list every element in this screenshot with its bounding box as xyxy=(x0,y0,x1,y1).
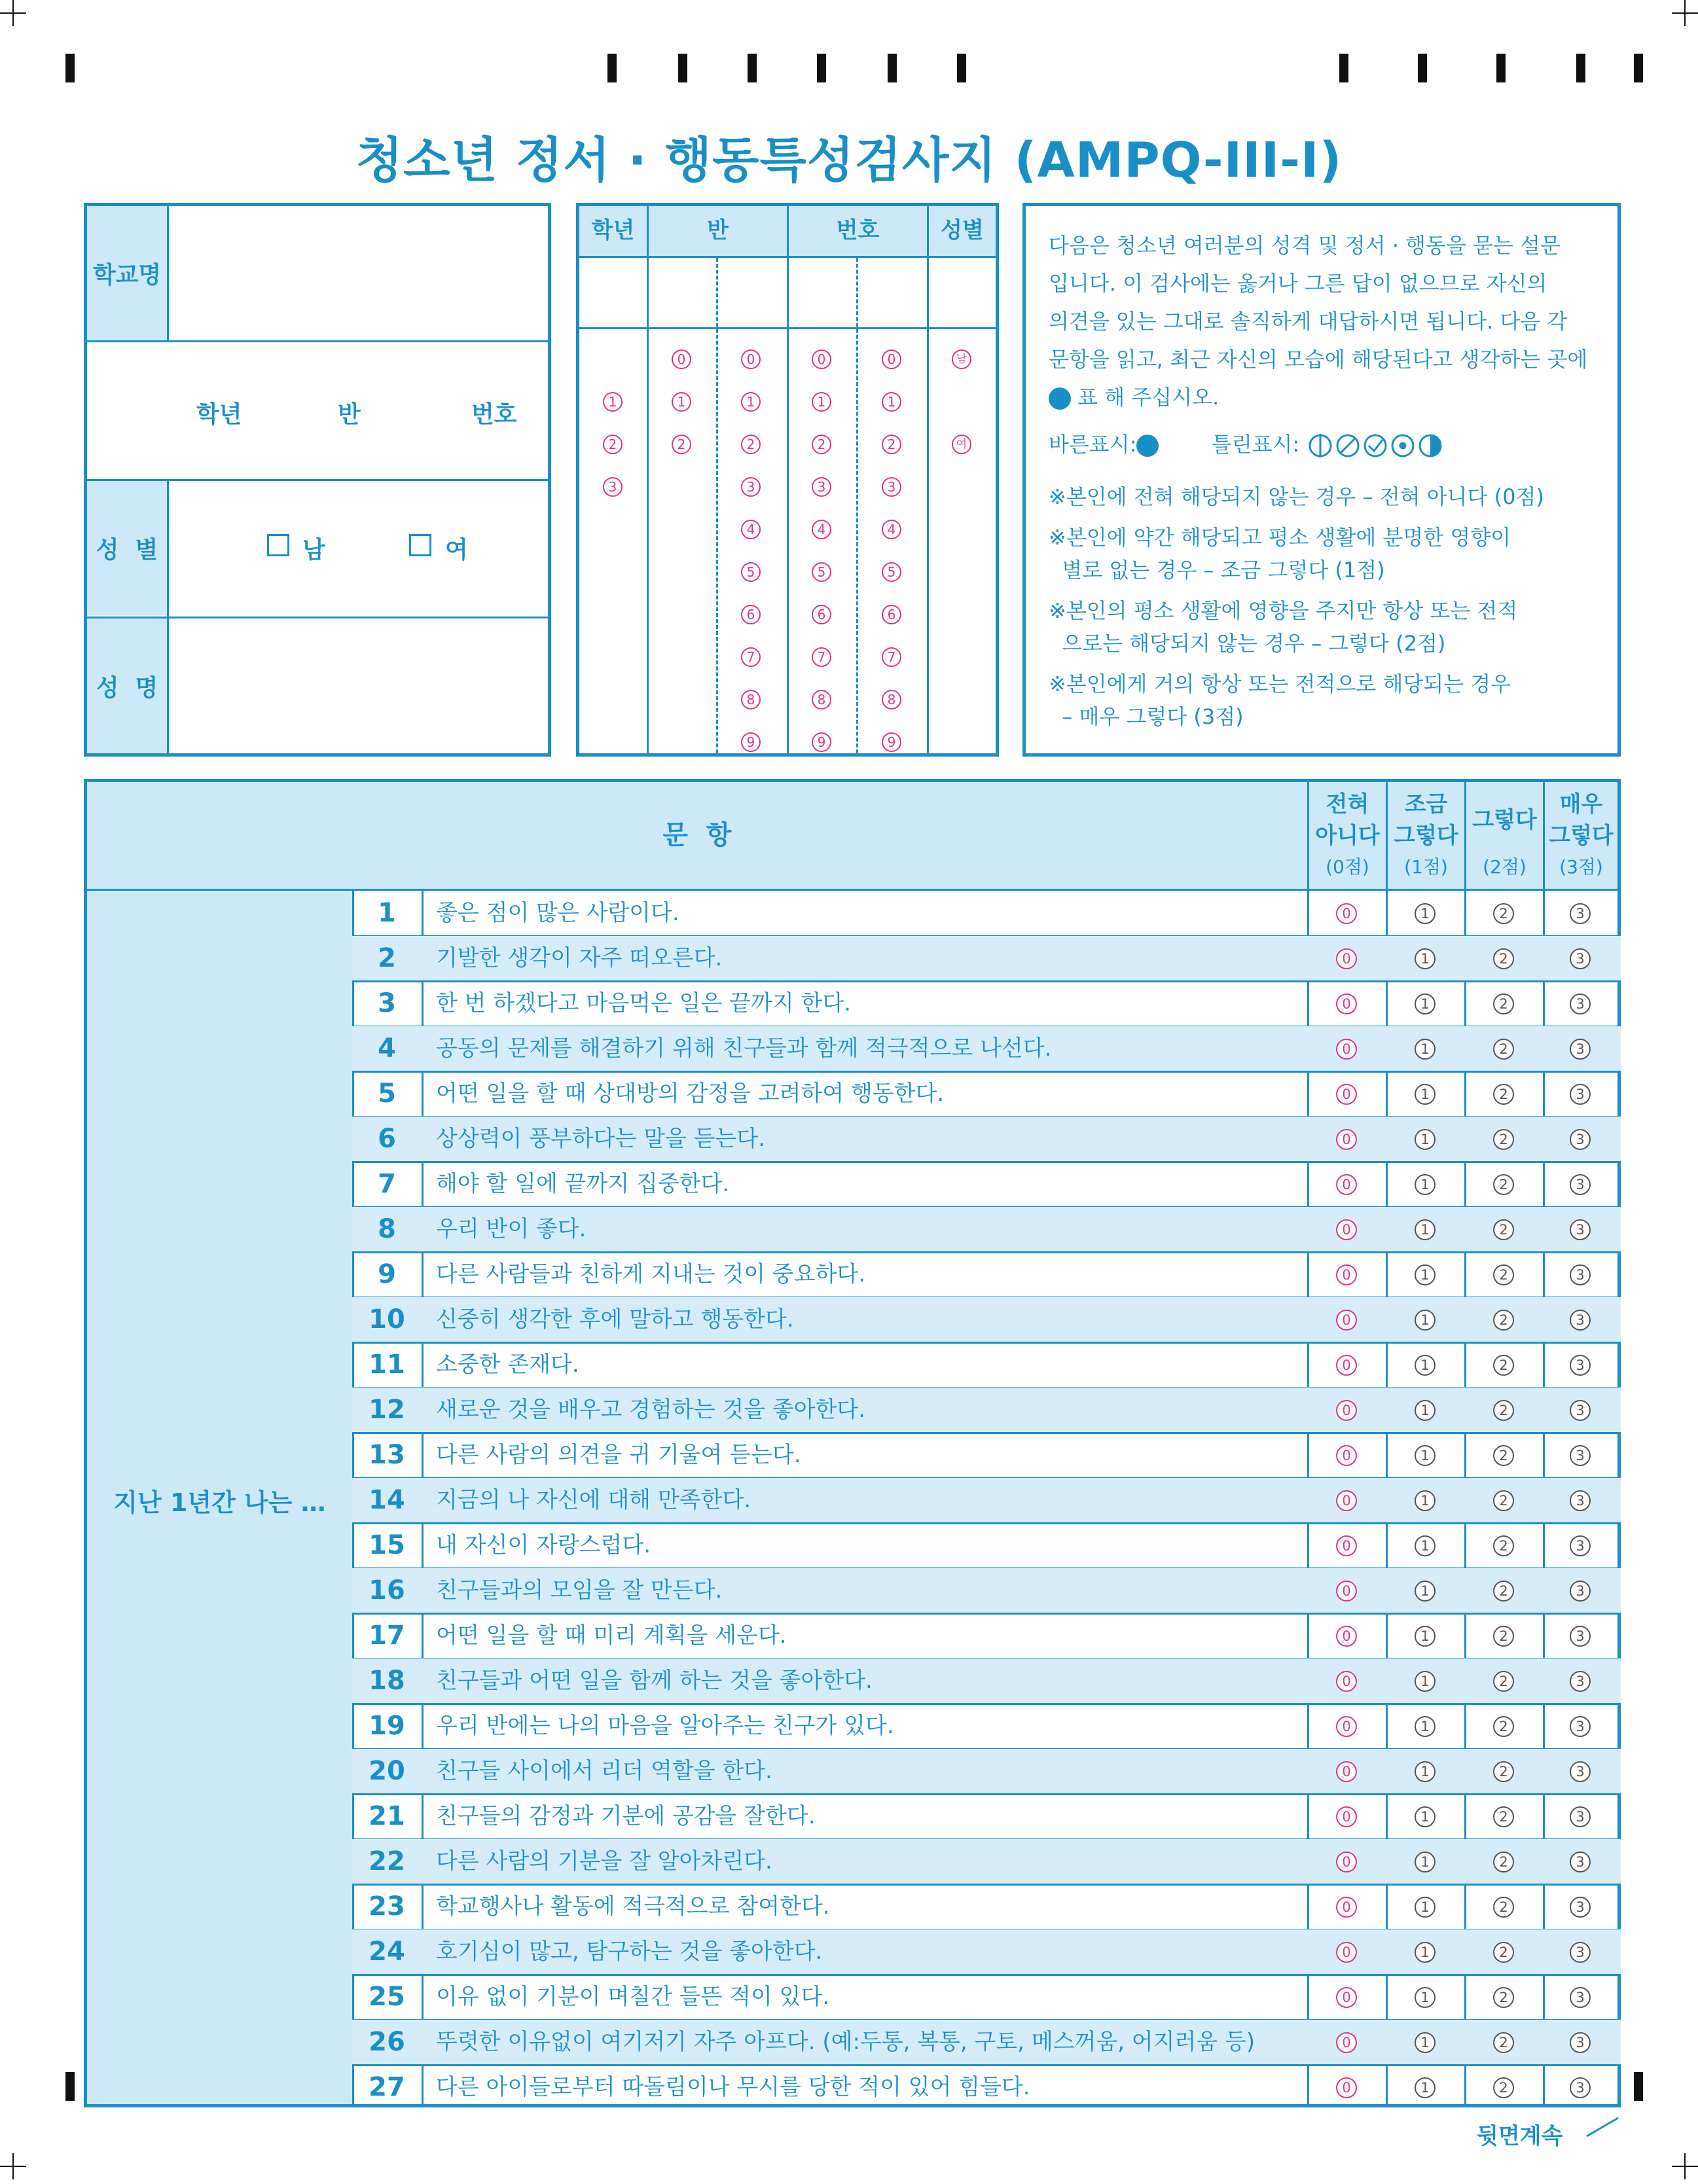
question-number: 23 xyxy=(369,1891,405,1922)
answer-bubble-1[interactable]: 1 xyxy=(1415,1987,1436,2008)
question-text: 호기심이 많고, 탐구하는 것을 좋아한다. xyxy=(436,1939,823,1965)
grade-label: 학년 xyxy=(196,401,242,428)
omr-bubble-3-7[interactable]: 7 xyxy=(812,647,831,667)
question-text: 다른 사람의 의견을 귀 기울여 듣는다. xyxy=(436,1442,801,1468)
omr-bubble-4-4[interactable]: 4 xyxy=(882,520,901,539)
question-row xyxy=(352,1794,1621,1839)
answer-bubble-3[interactable]: 3 xyxy=(1570,1174,1591,1195)
answer-bubble-3[interactable]: 3 xyxy=(1570,1400,1591,1421)
question-row xyxy=(352,2020,1621,2065)
answer-bubble-0[interactable]: 0 xyxy=(1336,948,1357,969)
question-text: 학교행사나 활동에 적극적으로 참여한다. xyxy=(436,1893,830,1920)
class-label: 반 xyxy=(338,401,361,428)
answer-bubble-1[interactable]: 1 xyxy=(1415,903,1436,924)
omr-bubble-3-8[interactable]: 8 xyxy=(812,690,831,709)
answer-bubble-3[interactable]: 3 xyxy=(1570,1897,1591,1918)
answer-bubble-1[interactable]: 1 xyxy=(1415,1129,1436,1150)
side-label: 지난 1년간 나는 … xyxy=(113,1488,326,1517)
omr-bubble-3-4[interactable]: 4 xyxy=(812,520,831,539)
omr-bubble-3-6[interactable]: 6 xyxy=(812,605,831,624)
question-number: 13 xyxy=(369,1440,405,1470)
answer-bubble-1[interactable]: 1 xyxy=(1415,1264,1436,1285)
correct-mark-label: 바른표시: xyxy=(1049,432,1137,457)
question-text: 친구들 사이에서 리더 역할을 한다. xyxy=(436,1758,772,1784)
omr-bubble-4-3[interactable]: 3 xyxy=(882,477,901,497)
answer-bubble-2[interactable]: 2 xyxy=(1493,1400,1514,1421)
answer-bubble-3[interactable]: 3 xyxy=(1570,1626,1591,1647)
answer-bubble-3[interactable]: 3 xyxy=(1570,1129,1591,1150)
answer-bubble-1[interactable]: 1 xyxy=(1415,1671,1436,1692)
answer-bubble-3[interactable]: 3 xyxy=(1570,1039,1591,1060)
answer-bubble-0[interactable]: 0 xyxy=(1336,1264,1357,1285)
answer-bubble-0[interactable]: 0 xyxy=(1336,1039,1357,1060)
answer-bubble-2[interactable]: 2 xyxy=(1493,994,1514,1014)
answer-bubble-0[interactable]: 0 xyxy=(1336,1310,1357,1331)
question-number: 4 xyxy=(378,1033,396,1064)
question-number: 12 xyxy=(369,1395,405,1425)
filled-bubble-icon xyxy=(1049,387,1071,410)
question-row xyxy=(352,1884,1621,1929)
answer-bubble-3[interactable]: 3 xyxy=(1570,1445,1591,1466)
omr-header-grade: 학년 xyxy=(591,217,635,243)
question-row xyxy=(352,1162,1621,1207)
question-number: 21 xyxy=(369,1801,405,1831)
question-row xyxy=(352,1523,1621,1568)
intro-line: 의견을 있는 그대로 솔직하게 대답하시면 됩니다. 다음 각 xyxy=(1049,309,1568,334)
question-text: 내 자신이 자랑스럽다. xyxy=(436,1532,651,1558)
answer-bubble-0[interactable]: 0 xyxy=(1336,1671,1357,1692)
omr-bubble-4-6[interactable]: 6 xyxy=(882,605,901,624)
question-text: 친구들과 어떤 일을 함께 하는 것을 좋아한다. xyxy=(436,1668,873,1694)
omr-bubble-2-7[interactable]: 7 xyxy=(741,647,761,667)
omr-gender-bubble-1[interactable]: 여 xyxy=(952,435,971,454)
student-name-field[interactable] xyxy=(169,620,546,751)
answer-bubble-1[interactable]: 1 xyxy=(1415,2077,1436,2098)
omr-bubble-3-5[interactable]: 5 xyxy=(812,562,831,582)
mark-line: 표 해 주십시오. xyxy=(1077,385,1219,410)
omr-bubble-2-6[interactable]: 6 xyxy=(741,605,761,624)
omr-bubble-4-8[interactable]: 8 xyxy=(882,690,901,709)
answer-bubble-1[interactable]: 1 xyxy=(1415,1806,1436,1827)
answer-bubble-0[interactable]: 0 xyxy=(1336,1626,1357,1647)
answer-bubble-0[interactable]: 0 xyxy=(1336,1400,1357,1421)
question-row xyxy=(352,1433,1621,1478)
wrong-mark-icons xyxy=(1306,433,1470,459)
question-number: 14 xyxy=(369,1485,405,1515)
omr-bubble-0-1[interactable]: 1 xyxy=(603,392,623,412)
school-label: 학교명 xyxy=(87,206,167,340)
question-row xyxy=(352,1252,1621,1297)
answer-bubble-1[interactable]: 1 xyxy=(1415,1174,1436,1195)
question-text: 새로운 것을 배우고 경험하는 것을 좋아한다. xyxy=(436,1397,866,1423)
answer-bubble-3[interactable]: 3 xyxy=(1570,1084,1591,1105)
answer-bubble-1[interactable]: 1 xyxy=(1415,1445,1436,1466)
scale-header-0: 전혀 아니다 (0점) xyxy=(1315,791,1380,878)
scoring-note-1: ※본인에 약간 해당되고 평소 생활에 분명한 영향이 별로 없는 경우 – 조금 그렇다 (1점) xyxy=(1049,525,1511,582)
omr-bubble-2-0[interactable]: 0 xyxy=(741,349,761,369)
answer-bubble-0[interactable]: 0 xyxy=(1336,1761,1357,1782)
answer-bubble-0[interactable]: 0 xyxy=(1336,1174,1357,1195)
question-text: 다른 아이들로부터 따돌림이나 무시를 당한 적이 있어 힘들다. xyxy=(436,2074,1030,2100)
omr-bubble-1-1[interactable]: 1 xyxy=(672,392,691,412)
question-text: 친구들과의 모임을 잘 만든다. xyxy=(436,1577,723,1603)
answer-bubble-3[interactable]: 3 xyxy=(1570,2077,1591,2098)
answer-bubble-3[interactable]: 3 xyxy=(1570,1581,1591,1602)
continue-label: 뒷면계속 xyxy=(1477,2123,1563,2149)
male-checkbox[interactable] xyxy=(267,534,289,556)
question-number: 2 xyxy=(378,943,396,973)
item-column-header: 문 항 xyxy=(662,820,732,850)
gender-label: 성 별 xyxy=(87,481,167,615)
question-number: 19 xyxy=(369,1711,405,1741)
answer-bubble-3[interactable]: 3 xyxy=(1570,994,1591,1014)
question-text: 소중한 존재다. xyxy=(436,1352,579,1378)
marking-examples xyxy=(1049,425,1599,463)
omr-header-class: 반 xyxy=(707,217,729,243)
question-text: 다른 사람들과 친하게 지내는 것이 중요하다. xyxy=(436,1261,866,1287)
correct-mark-icon xyxy=(1136,435,1159,457)
question-row xyxy=(352,1749,1621,1794)
answer-bubble-3[interactable]: 3 xyxy=(1570,1264,1591,1285)
omr-header-number: 번호 xyxy=(836,217,880,243)
answer-bubble-2[interactable]: 2 xyxy=(1493,1716,1514,1737)
scoring-note-0: ※본인에 전혀 해당되지 않는 경우 – 전혀 아니다 (0점) xyxy=(1049,484,1544,509)
question-row xyxy=(352,891,1621,936)
omr-gender-bubble-0[interactable]: 남 xyxy=(952,349,971,369)
question-number: 1 xyxy=(378,898,396,928)
answer-bubble-1[interactable]: 1 xyxy=(1415,1942,1436,1963)
answer-bubble-1[interactable]: 1 xyxy=(1415,1535,1436,1556)
question-number: 11 xyxy=(369,1350,405,1380)
omr-bubble-3-9[interactable]: 9 xyxy=(812,732,831,752)
omr-bubble-2-8[interactable]: 8 xyxy=(741,690,761,709)
question-row xyxy=(352,936,1621,981)
omr-bubble-2-1[interactable]: 1 xyxy=(741,392,761,412)
omr-bubble-4-1[interactable]: 1 xyxy=(882,392,901,412)
question-text: 기발한 생각이 자주 떠오른다. xyxy=(436,945,723,971)
scale-header-1: 조금 그렇다 (1점) xyxy=(1394,791,1458,878)
female-checkbox[interactable] xyxy=(409,534,431,556)
answer-bubble-0[interactable]: 0 xyxy=(1336,1806,1357,1827)
answer-bubble-2[interactable]: 2 xyxy=(1493,1219,1514,1240)
intro-line: 문항을 읽고, 최근 자신의 모습에 해당된다고 생각하는 곳에 xyxy=(1049,347,1588,372)
continue-arrow-icon xyxy=(1584,2114,1623,2140)
question-row xyxy=(352,1658,1621,1704)
answer-bubble-2[interactable]: 2 xyxy=(1493,1987,1514,2008)
answer-bubble-2[interactable]: 2 xyxy=(1493,1806,1514,1827)
answer-bubble-2[interactable]: 2 xyxy=(1493,1084,1514,1105)
answer-bubble-3[interactable]: 3 xyxy=(1570,1852,1591,1872)
omr-bubble-0-2[interactable]: 2 xyxy=(603,435,623,454)
omr-bubble-0-3[interactable]: 3 xyxy=(603,477,623,497)
omr-bubble-3-3[interactable]: 3 xyxy=(812,477,831,497)
answer-bubble-1[interactable]: 1 xyxy=(1415,1039,1436,1060)
answer-bubble-2[interactable]: 2 xyxy=(1493,1942,1514,1963)
answer-bubble-1[interactable]: 1 xyxy=(1415,2032,1436,2053)
answer-bubble-1[interactable]: 1 xyxy=(1415,994,1436,1014)
answer-bubble-1[interactable]: 1 xyxy=(1415,1310,1436,1331)
answer-bubble-2[interactable]: 2 xyxy=(1493,1129,1514,1150)
answer-bubble-2[interactable]: 2 xyxy=(1493,1581,1514,1602)
question-text: 어떤 일을 할 때 미리 계획을 세운다. xyxy=(436,1622,787,1649)
question-number: 9 xyxy=(378,1259,396,1289)
scoring-note-2: ※본인의 평소 생활에 영향을 주지만 항상 또는 전적 으로는 해당되지 않는 경우 – 그렇다 (2점) xyxy=(1049,598,1518,656)
scale-header-2: 그렇다 (2점) xyxy=(1472,807,1537,878)
answer-bubble-3[interactable]: 3 xyxy=(1570,1490,1591,1511)
answer-bubble-3[interactable]: 3 xyxy=(1570,1355,1591,1376)
answer-bubble-2[interactable]: 2 xyxy=(1493,2077,1514,2098)
answer-bubble-0[interactable]: 0 xyxy=(1336,1852,1357,1872)
question-row xyxy=(352,1117,1621,1162)
answer-bubble-3[interactable]: 3 xyxy=(1570,1942,1591,1963)
answer-bubble-0[interactable]: 0 xyxy=(1336,1942,1357,1963)
question-number: 5 xyxy=(378,1079,396,1109)
question-text: 공동의 문제를 해결하기 위해 친구들과 함께 적극적으로 나선다. xyxy=(436,1035,1052,1062)
answer-bubble-2[interactable]: 2 xyxy=(1493,1897,1514,1918)
question-row xyxy=(352,1975,1621,2020)
answer-bubble-0[interactable]: 0 xyxy=(1336,2077,1357,2098)
omr-bubble-2-2[interactable]: 2 xyxy=(741,435,761,454)
answer-bubble-2[interactable]: 2 xyxy=(1493,1445,1514,1466)
question-row xyxy=(352,1026,1621,1071)
answer-bubble-3[interactable]: 3 xyxy=(1570,1671,1591,1692)
instructions-intro xyxy=(1049,226,1599,416)
answer-bubble-2[interactable]: 2 xyxy=(1493,1626,1514,1647)
omr-bubble-2-9[interactable]: 9 xyxy=(741,732,761,752)
question-row xyxy=(352,1478,1621,1523)
answer-bubble-3[interactable]: 3 xyxy=(1570,1761,1591,1782)
question-text: 신중히 생각한 후에 말하고 행동한다. xyxy=(436,1306,794,1333)
school-name-field[interactable] xyxy=(169,211,546,339)
answer-bubble-3[interactable]: 3 xyxy=(1570,1987,1591,2008)
answer-bubble-0[interactable]: 0 xyxy=(1336,1987,1357,2008)
question-row xyxy=(352,1297,1621,1342)
question-text: 좋은 점이 많은 사람이다. xyxy=(436,900,679,926)
question-text: 해야 할 일에 끝까지 집중한다. xyxy=(436,1171,730,1197)
answer-bubble-0[interactable]: 0 xyxy=(1336,2032,1357,2053)
name-label: 성 명 xyxy=(87,618,167,753)
answer-bubble-2[interactable]: 2 xyxy=(1493,1852,1514,1872)
answer-bubble-1[interactable]: 1 xyxy=(1415,1219,1436,1240)
answer-bubble-0[interactable]: 0 xyxy=(1336,1716,1357,1737)
scale-header-3: 매우 그렇다 (3점) xyxy=(1549,791,1614,878)
question-number: 26 xyxy=(369,2027,405,2057)
answer-bubble-3[interactable]: 3 xyxy=(1570,1535,1591,1556)
answer-bubble-3[interactable]: 3 xyxy=(1570,1310,1591,1331)
question-number: 3 xyxy=(378,988,396,1018)
answer-bubble-1[interactable]: 1 xyxy=(1415,1626,1436,1647)
answer-bubble-2[interactable]: 2 xyxy=(1493,1355,1514,1376)
answer-bubble-3[interactable]: 3 xyxy=(1570,948,1591,969)
question-number: 20 xyxy=(369,1756,405,1786)
answer-bubble-1[interactable]: 1 xyxy=(1415,948,1436,969)
question-number: 24 xyxy=(369,1937,405,1967)
omr-bubble-4-5[interactable]: 5 xyxy=(882,562,901,582)
answer-bubble-1[interactable]: 1 xyxy=(1415,1581,1436,1602)
question-text: 이유 없이 기분이 며칠간 들뜬 적이 있다. xyxy=(436,1984,830,2010)
question-text: 다른 사람의 기분을 잘 알아차린다. xyxy=(436,1848,772,1874)
question-row xyxy=(352,1207,1621,1252)
answer-bubble-1[interactable]: 1 xyxy=(1415,1400,1436,1421)
answer-bubble-2[interactable]: 2 xyxy=(1493,1761,1514,1782)
answer-bubble-0[interactable]: 0 xyxy=(1336,1355,1357,1376)
question-number: 7 xyxy=(378,1169,396,1199)
omr-bubble-1-0[interactable]: 0 xyxy=(672,349,691,369)
omr-bubble-2-3[interactable]: 3 xyxy=(741,477,761,497)
answer-bubble-0[interactable]: 0 xyxy=(1336,1084,1357,1105)
answer-bubble-1[interactable]: 1 xyxy=(1415,1897,1436,1918)
question-number: 27 xyxy=(369,2072,405,2102)
answer-bubble-3[interactable]: 3 xyxy=(1570,1219,1591,1240)
answer-bubble-2[interactable]: 2 xyxy=(1493,1039,1514,1060)
female-option-label: 여 xyxy=(445,537,468,564)
question-row xyxy=(352,1613,1621,1658)
question-number: 17 xyxy=(369,1620,405,1651)
number-label: 번호 xyxy=(471,401,517,428)
question-row xyxy=(352,1929,1621,1975)
omr-bubble-3-2[interactable]: 2 xyxy=(812,435,831,454)
answer-bubble-1[interactable]: 1 xyxy=(1415,1716,1436,1737)
answer-bubble-1[interactable]: 1 xyxy=(1415,1084,1436,1105)
answer-bubble-0[interactable]: 0 xyxy=(1336,1535,1357,1556)
omr-bubble-1-2[interactable]: 2 xyxy=(672,435,691,454)
omr-bubble-4-2[interactable]: 2 xyxy=(882,435,901,454)
question-number: 15 xyxy=(369,1530,405,1560)
male-option-label: 남 xyxy=(302,537,325,564)
answer-bubble-0[interactable]: 0 xyxy=(1336,994,1357,1014)
omr-bubble-4-0[interactable]: 0 xyxy=(882,349,901,369)
question-row xyxy=(352,2065,1621,2110)
question-row xyxy=(352,981,1621,1026)
question-text: 한 번 하겠다고 마음먹은 일은 끝까지 한다. xyxy=(436,990,851,1016)
answer-bubble-1[interactable]: 1 xyxy=(1415,1355,1436,1376)
answer-bubble-0[interactable]: 0 xyxy=(1336,1897,1357,1918)
omr-bubble-2-5[interactable]: 5 xyxy=(741,562,761,582)
answer-bubble-3[interactable]: 3 xyxy=(1570,1716,1591,1737)
answer-bubble-0[interactable]: 0 xyxy=(1336,903,1357,924)
question-text: 우리 반에는 나의 마음을 알아주는 친구가 있다. xyxy=(436,1713,894,1739)
answer-bubble-2[interactable]: 2 xyxy=(1493,903,1514,924)
answer-bubble-0[interactable]: 0 xyxy=(1336,1219,1357,1240)
question-row xyxy=(352,1568,1621,1613)
answer-bubble-3[interactable]: 3 xyxy=(1570,2032,1591,2053)
answer-bubble-0[interactable]: 0 xyxy=(1336,1581,1357,1602)
question-text: 어떤 일을 할 때 상대방의 감정을 고려하여 행동한다. xyxy=(436,1081,945,1107)
answer-bubble-2[interactable]: 2 xyxy=(1493,1490,1514,1511)
answer-bubble-2[interactable]: 2 xyxy=(1493,1310,1514,1331)
question-number: 22 xyxy=(369,1846,405,1876)
answer-bubble-2[interactable]: 2 xyxy=(1493,1671,1514,1692)
intro-line: 다음은 청소년 여러분의 성격 및 정서 · 행동을 묻는 설문 xyxy=(1049,233,1561,258)
omr-bubble-4-7[interactable]: 7 xyxy=(882,647,901,667)
page-title: 청소년 정서 · 행동특성검사지 (AMPQ-III-I) xyxy=(355,132,1343,188)
question-text: 친구들의 감정과 기분에 공감을 잘한다. xyxy=(436,1803,816,1829)
scoring-note-3: ※본인에게 거의 항상 또는 전적으로 해당되는 경우 – 매우 그렇다 (3점) xyxy=(1049,671,1511,729)
question-number: 6 xyxy=(378,1124,396,1154)
answer-bubble-2[interactable]: 2 xyxy=(1493,948,1514,969)
omr-bubble-2-4[interactable]: 4 xyxy=(741,520,761,539)
answer-bubble-0[interactable]: 0 xyxy=(1336,1490,1357,1511)
omr-bubble-4-9[interactable]: 9 xyxy=(882,732,901,752)
answer-bubble-2[interactable]: 2 xyxy=(1493,1174,1514,1195)
answer-bubble-2[interactable]: 2 xyxy=(1493,1535,1514,1556)
intro-line: 입니다. 이 검사에는 옳거나 그른 답이 없으므로 자신의 xyxy=(1049,271,1547,296)
question-text: 지금의 나 자신에 대해 만족한다. xyxy=(436,1487,751,1513)
answer-bubble-1[interactable]: 1 xyxy=(1415,1852,1436,1872)
question-row xyxy=(352,1387,1621,1433)
question-text: 우리 반이 좋다. xyxy=(436,1216,587,1242)
question-number: 16 xyxy=(369,1575,405,1605)
answer-bubble-2[interactable]: 2 xyxy=(1493,1264,1514,1285)
answer-bubble-3[interactable]: 3 xyxy=(1570,903,1591,924)
question-row xyxy=(352,1839,1621,1884)
answer-bubble-0[interactable]: 0 xyxy=(1336,1129,1357,1150)
question-number: 8 xyxy=(378,1214,396,1244)
answer-bubble-2[interactable]: 2 xyxy=(1493,2032,1514,2053)
wrong-mark-label: 틀린표시: xyxy=(1211,432,1300,457)
omr-header-gender: 성별 xyxy=(941,217,984,243)
answer-bubble-3[interactable]: 3 xyxy=(1570,1806,1591,1827)
question-text: 상상력이 풍부하다는 말을 듣는다. xyxy=(436,1126,766,1152)
question-row xyxy=(352,1342,1621,1387)
question-number: 18 xyxy=(369,1666,405,1696)
omr-bubble-3-1[interactable]: 1 xyxy=(812,392,831,412)
answer-bubble-0[interactable]: 0 xyxy=(1336,1445,1357,1466)
answer-bubble-1[interactable]: 1 xyxy=(1415,1761,1436,1782)
question-number: 10 xyxy=(369,1304,405,1334)
answer-bubble-1[interactable]: 1 xyxy=(1415,1490,1436,1511)
omr-bubble-3-0[interactable]: 0 xyxy=(812,349,831,369)
question-text: 뚜렷한 이유없이 여기저기 자주 아프다. (예:두통, 복통, 구토, 메스꺼움, 어지러움 등) xyxy=(436,2029,1255,2055)
question-number: 25 xyxy=(369,1982,405,2012)
question-row xyxy=(352,1704,1621,1749)
question-row xyxy=(352,1071,1621,1117)
